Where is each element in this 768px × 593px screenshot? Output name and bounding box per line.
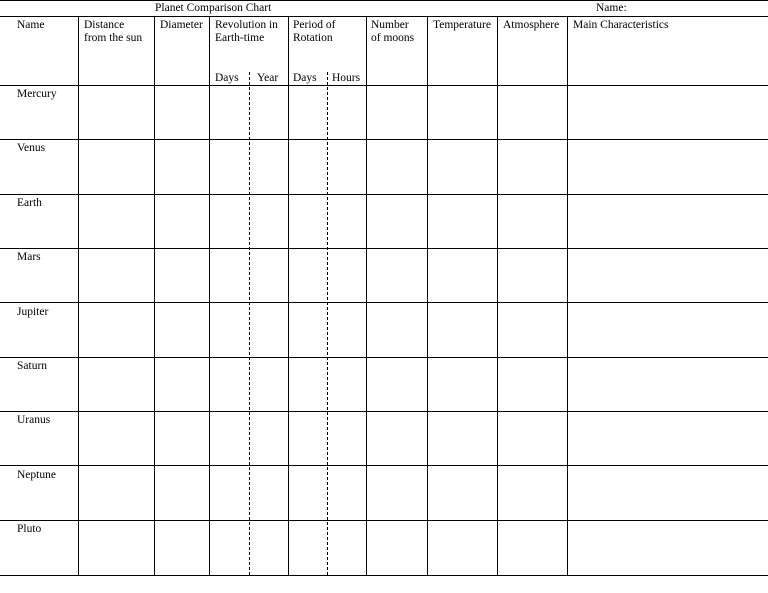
planet-row-label: Earth bbox=[17, 197, 42, 209]
header-distance-line1: Distance bbox=[84, 19, 125, 31]
planet-row-label: Venus bbox=[17, 142, 46, 154]
planet-row-label: Uranus bbox=[17, 414, 51, 426]
header-diameter: Diameter bbox=[160, 19, 203, 31]
header-moons-line1: Number bbox=[371, 19, 409, 31]
header-rotation-hours: Hours bbox=[332, 72, 361, 84]
header-rotation-days: Days bbox=[293, 72, 317, 84]
header-revolution-year: Year bbox=[257, 72, 279, 84]
header-name: Name bbox=[17, 19, 45, 31]
name-label: Name: bbox=[596, 2, 627, 14]
header-revolution-line2: Earth-time bbox=[215, 32, 265, 44]
header-characteristics: Main Characteristics bbox=[573, 19, 669, 31]
chart-title: Planet Comparison Chart bbox=[155, 2, 272, 14]
header-revolution-days: Days bbox=[215, 72, 239, 84]
header-temperature: Temperature bbox=[433, 19, 491, 31]
planet-row-label: Neptune bbox=[17, 469, 56, 481]
planet-row-label: Mercury bbox=[17, 88, 57, 100]
header-rotation-line1: Period of bbox=[293, 19, 336, 31]
planet-row-label: Pluto bbox=[17, 523, 42, 535]
header-revolution-line1: Revolution in bbox=[215, 19, 278, 31]
header-atmosphere: Atmosphere bbox=[503, 19, 560, 31]
header-moons-line2: of moons bbox=[371, 32, 415, 44]
planet-row-label: Saturn bbox=[17, 360, 48, 372]
header-rotation-line2: Rotation bbox=[293, 32, 333, 44]
planet-row-label: Jupiter bbox=[17, 306, 49, 318]
planet-row-label: Mars bbox=[17, 251, 41, 263]
header-distance-line2: from the sun bbox=[84, 32, 143, 44]
